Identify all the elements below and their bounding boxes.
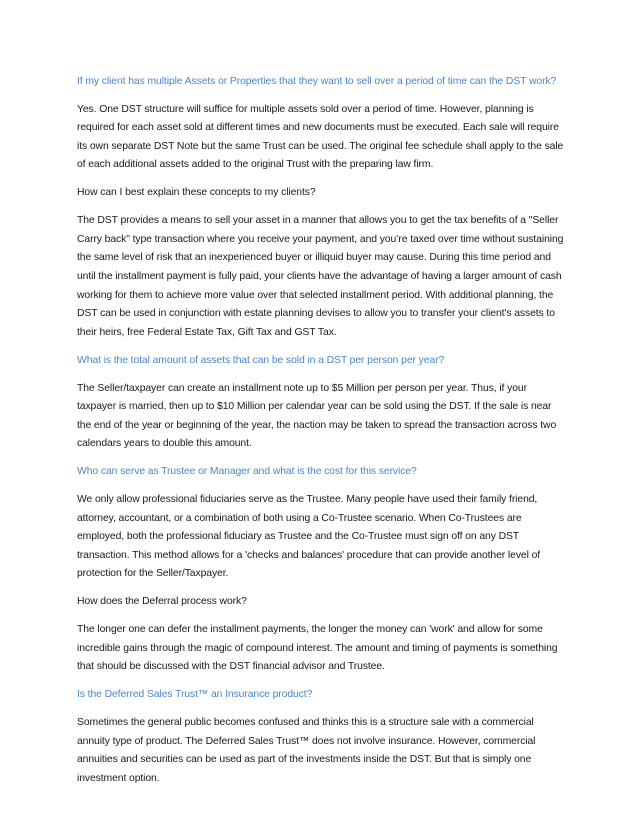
document-body — [77, 73, 565, 798]
faq-section-explain-concepts — [77, 184, 565, 342]
question-trustee: Who can serve as Trustee or Manager and what is the cost for this service? — [77, 466, 417, 478]
answer-trustee: We only allow professional fiduciaries serve as the Trustee. Many people have used their family friend, attorney, accountant, or a combination of both using a Co-Trustee scenario. When Co-Trustees are employed, both the professional fiduciary as Trustee and the Co-Trustee must sign off on any DST transaction. This method allows for a 'checks and balances' procedure that can provide another level of protection for the Seller/Taxpayer. — [77, 494, 541, 580]
answer-multiple-assets: Yes. One DST structure will suffice for multiple assets sold over a period of time. However, planning is required for each asset sold at different times and new documents must be executed. Each sale will require its own separate DST Note but the same Trust can be used. The original fee schedule shall apply to the sale of each additional assets added to the original Trust with the preparing law firm. — [77, 103, 564, 171]
question-multiple-assets: If my client has multiple Assets or Properties that they want to sell over a period of time can the DST work? — [77, 76, 557, 87]
faq-section-insurance — [77, 686, 565, 788]
faq-section-deferral — [77, 593, 565, 677]
answer-explain-concepts: The DST provides a means to sell your asset in a manner that allows you to get the tax benefits of a "Seller Carry back" type transaction where you receive your payment, and you’re taxed over time without sustaining the same level of risk that an inexperienced buyer or illiquid buyer may cause. During this time period and until the installment payment is fully paid, your clients have the advantage of having a larger amount of cash working for them to achieve more value over that selected installment period. With additional planning, the DST can be used in conjunction with estate planning devises to allow you to transfer your client's assets to their heirs, free Federal Estate Tax, Gift Tax and GST Tax. — [77, 215, 564, 338]
question-explain-concepts: How can I best explain these concepts to my clients? — [77, 187, 316, 199]
answer-insurance: Sometimes the general public becomes confused and thinks this is a structure sale with a commercial annuity type of product. The Deferred Sales Trust™ does not involve insurance. However, commercial annuities and securities can be used as part of the investments inside the DST. But that is simply one investment option. — [77, 717, 536, 784]
answer-deferral: The longer one can defer the installment payments, the longer the money can 'work' and allow for some incredible gains through the magic of compound interest. The amount and timing of payments is something that should be discussed with the DST financial advisor and Trustee. — [77, 624, 558, 673]
faq-section-total-amount — [77, 352, 565, 454]
question-total-amount: What is the total amount of assets that can be sold in a DST per person per year? — [77, 354, 445, 366]
faq-section-trustee — [77, 463, 565, 584]
question-insurance: Is the Deferred Sales Trust™ an Insurance product? — [77, 689, 313, 701]
answer-total-amount: The Seller/taxpayer can create an installment note up to $5 Million per person per year. Thus, if your taxpayer is married, then up to $10 Million per calendar year can be sold using the DST. If the sale is near the end of the year or beginning of the year, the naction may be taken to spread the transaction across two calendars years to double this amount. — [77, 382, 557, 450]
faq-section-multiple-assets — [77, 73, 565, 175]
question-deferral: How does the Deferral process work? — [77, 596, 247, 608]
